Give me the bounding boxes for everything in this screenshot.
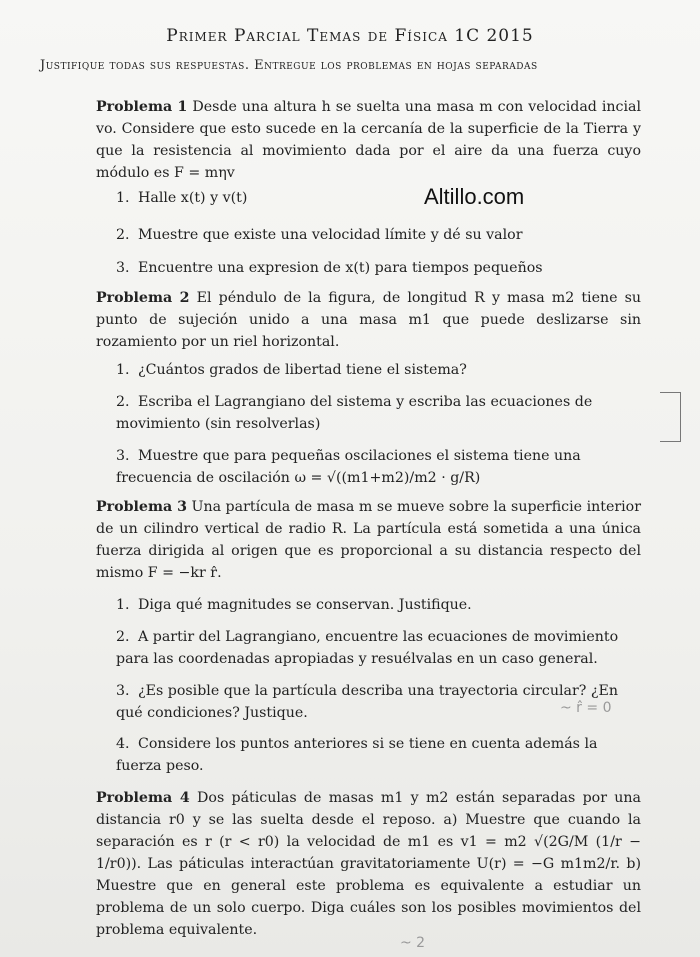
problem-2-item-2: 2. Escriba el Lagrangiano del sistema y escriba las ecuaciones de movimiento (sin resolverlas) (116, 394, 593, 432)
problem-1-item-1: 1. Halle x(t) y v(t) (116, 190, 248, 206)
problem-3-item-4: 4. Considere los puntos anteriores si se tiene en cuenta además la fuerza peso. (116, 736, 598, 774)
problem-4-text: Dos páticulas de masas m1 y m2 están separadas por una distancia r0 y se las suelta desde el reposo. a) Muestre que cuando la separación es r (r < r0) la velocidad de m1 es v1 = m2 √(2G/M (1/r − 1/r0)). Las páticulas interactúan gravitatoriamente U(r) = −G m1m2/r. b) Muestre que en general este problema es equivalente a estudiar un problema de un solo cuerpo. Diga cuáles son los posibles movimientos del problema equivalente. (96, 790, 641, 938)
problem-4-statement (96, 787, 641, 941)
problem-3-statement (96, 496, 641, 584)
problem-1-label: Problema 1 (96, 99, 188, 115)
problem-1-statement (96, 96, 641, 184)
problem-2-label: Problema 2 (96, 290, 190, 306)
problem-1-text: Desde una altura h se suelta una masa m con velocidad incial vo. Considere que esto sucede en la cercanía de la superficie de la Tierra y que la resistencia al movimiento dada por el aire da una fuerza cuyo módulo es F = mηv (96, 99, 641, 181)
problem-3-label: Problema 3 (96, 499, 187, 515)
pencil-scribble: ~ r̂ = 0 (560, 700, 612, 716)
problem-1-item-3: 3. Encuentre una expresion de x(t) para tiempos pequeños (116, 260, 543, 276)
problem-2-item-1: 1. ¿Cuántos grados de libertad tiene el sistema? (116, 362, 467, 378)
problem-3-item-1: 1. Diga qué magnitudes se conservan. Justifique. (116, 597, 472, 613)
page-title: Primer Parcial Temas de Física 1C 2015 (166, 26, 534, 46)
pencil-scribble-bottom: ~ 2 (400, 935, 426, 951)
watermark-logo: Altillo.com (424, 184, 525, 209)
problem-2-item-3: 3. Muestre que para pequeñas oscilaciones el sistema tiene una frecuencia de oscilación ω = √((m1+m2)/m2 · g/R) (116, 448, 581, 486)
problem-3-text: Una partícula de masa m se mueve sobre la superficie interior de un cilindro vertical de radio R. La partícula está sometida a una única fuerza dirigida al origen que es proporcional a su distancia respecto del mismo F = −kr r̂. (96, 499, 641, 581)
problem-4-label: Problema 4 (96, 790, 190, 806)
margin-bracket-mark (660, 392, 681, 442)
problem-1-item-2: 2. Muestre que existe una velocidad límite y dé su valor (116, 227, 523, 243)
problem-2-text: El péndulo de la figura, de longitud R y masa m2 tiene su punto de sujeción unido a una masa m1 que puede deslizarse sin rozamiento por un riel horizontal. (96, 290, 642, 350)
problem-3-item-2: 2. A partir del Lagrangiano, encuentre las ecuaciones de movimiento para las coordenadas apropiadas y resuélvalas en un caso general. (116, 629, 619, 667)
problem-3-item-3: 3. ¿Es posible que la partícula describa una trayectoria circular? ¿En qué condiciones? Justique. (116, 683, 618, 721)
page-subtitle: Justifique todas sus respuestas. Entregue los problemas en hojas separadas (40, 58, 538, 73)
problem-2-statement (96, 287, 641, 353)
